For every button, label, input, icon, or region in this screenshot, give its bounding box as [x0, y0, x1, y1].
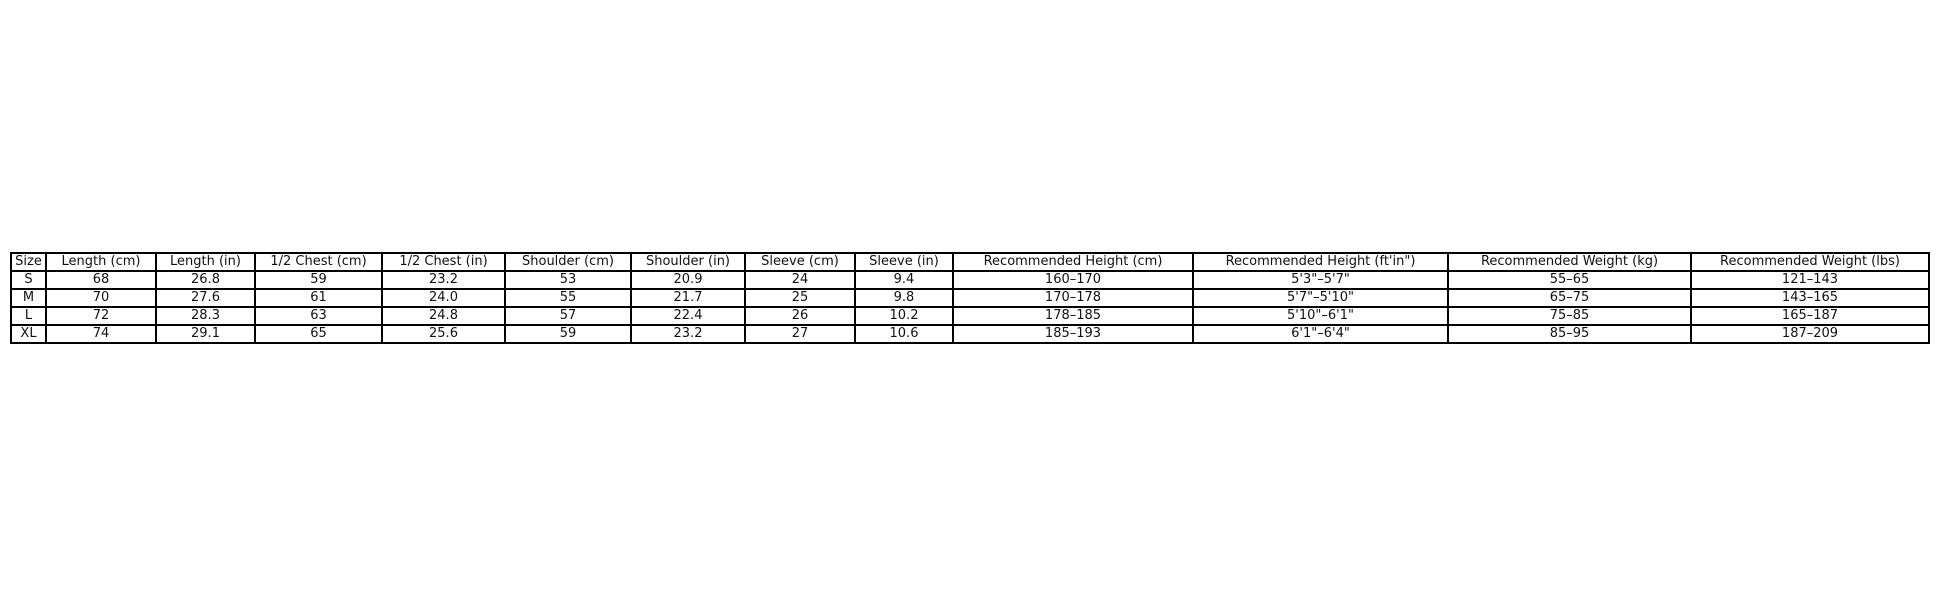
table-cell: 25.6 — [382, 325, 505, 343]
table-cell: 63 — [255, 307, 382, 325]
table-row — [11, 307, 1929, 325]
table-cell: 5'3"–5'7" — [1193, 271, 1448, 289]
size-label-cell: XL — [11, 325, 46, 343]
table-cell: 121–143 — [1691, 271, 1929, 289]
size-chart-table — [10, 252, 1930, 344]
table-cell: 85–95 — [1448, 325, 1691, 343]
table-cell: 9.4 — [855, 271, 953, 289]
table-cell: 27 — [745, 325, 855, 343]
column-header: Recommended Weight (lbs) — [1691, 253, 1929, 271]
column-header: Shoulder (in) — [631, 253, 745, 271]
table-cell: 74 — [46, 325, 156, 343]
table-row — [11, 325, 1929, 343]
table-cell: 29.1 — [156, 325, 255, 343]
column-header: Recommended Height (ft'in") — [1193, 253, 1448, 271]
column-header: Recommended Weight (kg) — [1448, 253, 1691, 271]
table-cell: 55–65 — [1448, 271, 1691, 289]
table-cell: 68 — [46, 271, 156, 289]
table-cell: 27.6 — [156, 289, 255, 307]
table-cell: 185–193 — [953, 325, 1193, 343]
column-header: Length (in) — [156, 253, 255, 271]
table-cell: 21.7 — [631, 289, 745, 307]
table-row — [11, 271, 1929, 289]
table-cell: 20.9 — [631, 271, 745, 289]
table-cell: 10.6 — [855, 325, 953, 343]
table-cell: 10.2 — [855, 307, 953, 325]
table-cell: 53 — [505, 271, 631, 289]
table-cell: 59 — [255, 271, 382, 289]
size-label-cell: M — [11, 289, 46, 307]
table-cell: 165–187 — [1691, 307, 1929, 325]
table-cell: 26.8 — [156, 271, 255, 289]
table-cell: 57 — [505, 307, 631, 325]
table-cell: 72 — [46, 307, 156, 325]
table-cell: 187–209 — [1691, 325, 1929, 343]
column-header: 1/2 Chest (cm) — [255, 253, 382, 271]
table-cell: 65–75 — [1448, 289, 1691, 307]
table-cell: 22.4 — [631, 307, 745, 325]
table-cell: 24.0 — [382, 289, 505, 307]
table-cell: 23.2 — [382, 271, 505, 289]
table-cell: 6'1"–6'4" — [1193, 325, 1448, 343]
table-cell: 59 — [505, 325, 631, 343]
table-cell: 23.2 — [631, 325, 745, 343]
table-cell: 5'10"–6'1" — [1193, 307, 1448, 325]
column-header: Shoulder (cm) — [505, 253, 631, 271]
table-cell: 70 — [46, 289, 156, 307]
table-cell: 143–165 — [1691, 289, 1929, 307]
table-body — [11, 271, 1929, 343]
table-cell: 5'7"–5'10" — [1193, 289, 1448, 307]
size-label-cell: S — [11, 271, 46, 289]
table-cell: 55 — [505, 289, 631, 307]
table-cell: 160–170 — [953, 271, 1193, 289]
table-cell: 178–185 — [953, 307, 1193, 325]
column-header: Recommended Height (cm) — [953, 253, 1193, 271]
table-cell: 24 — [745, 271, 855, 289]
table-cell: 28.3 — [156, 307, 255, 325]
table-cell: 61 — [255, 289, 382, 307]
table-cell: 9.8 — [855, 289, 953, 307]
table-cell: 26 — [745, 307, 855, 325]
table-cell: 65 — [255, 325, 382, 343]
table-cell: 24.8 — [382, 307, 505, 325]
column-header: Sleeve (in) — [855, 253, 953, 271]
table-cell: 170–178 — [953, 289, 1193, 307]
column-header: Length (cm) — [46, 253, 156, 271]
column-header: 1/2 Chest (in) — [382, 253, 505, 271]
table-header-row — [11, 253, 1929, 271]
size-label-cell: L — [11, 307, 46, 325]
table-cell: 25 — [745, 289, 855, 307]
column-header: Size — [11, 253, 46, 271]
table-cell: 75–85 — [1448, 307, 1691, 325]
column-header: Sleeve (cm) — [745, 253, 855, 271]
table-row — [11, 289, 1929, 307]
